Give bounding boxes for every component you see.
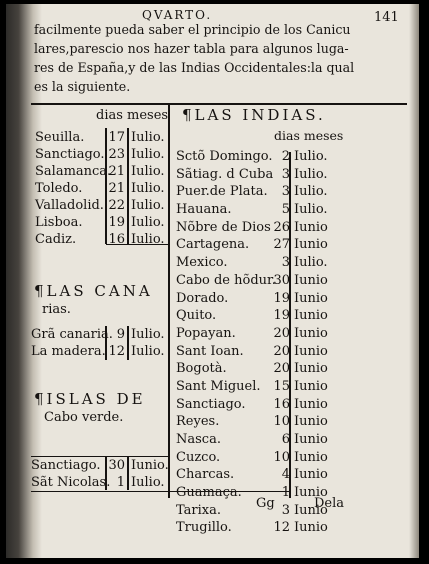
place-name: Cuzco. (176, 449, 221, 465)
month-value: Iunio (294, 361, 328, 377)
day-value: 3 (281, 502, 290, 518)
place-name: Guamaça. (176, 485, 242, 501)
day-value: 1 (116, 475, 125, 490)
day-value: 26 (273, 219, 290, 235)
place-name: Cadiz. (35, 232, 77, 247)
place-name: Grã canaria. (31, 327, 113, 342)
page-edge (409, 4, 419, 558)
page-number: 141 (374, 10, 399, 25)
month-value: Iulio. (131, 215, 165, 230)
place-name: Sctõ Domingo. (176, 149, 273, 164)
month-value: Iunio (294, 343, 328, 359)
month-value: Iulio. (131, 130, 165, 145)
table-top-rule (31, 103, 407, 105)
place-name: Sant Ioan. (176, 343, 244, 359)
month-value: Iunio (294, 308, 328, 324)
day-value: 21 (108, 164, 125, 179)
place-name: Charcas. (176, 467, 235, 483)
day-value: 12 (273, 520, 290, 536)
place-name: Mexico. (176, 255, 228, 271)
day-value: 20 (273, 325, 290, 341)
intro-line: es la siguiente. (34, 79, 131, 94)
day-value: 30 (273, 272, 290, 288)
month-value: Iulio. (131, 198, 165, 213)
day-value: 21 (108, 181, 125, 196)
place-name: Reyes. (176, 414, 220, 430)
day-value: 15 (273, 378, 290, 394)
place-name: La madera. (31, 344, 106, 359)
day-value: 19 (108, 215, 125, 230)
place-name: Sanctiago. (176, 396, 246, 412)
month-value: Iunio (294, 219, 328, 235)
day-value: 1 (281, 485, 290, 501)
month-value: Iulio. (294, 149, 328, 164)
spain-month-rule (127, 128, 129, 244)
month-value: Iulio. (131, 181, 165, 196)
running-head: QVARTO. (142, 8, 213, 22)
place-name: Trugillo. (176, 520, 232, 536)
day-value: 6 (281, 432, 290, 447)
month-value: Iunio (294, 396, 328, 412)
signature-mark: Gg (256, 496, 275, 511)
table-bottom-rule (31, 491, 291, 492)
day-value: 27 (273, 237, 290, 253)
day-value: 10 (273, 449, 290, 465)
month-value: Iunio. (131, 458, 169, 473)
place-name: Dorado. (176, 290, 229, 306)
day-value: 4 (281, 467, 290, 483)
month-value: Iulio. (131, 344, 165, 359)
indias-column-header: dias meses (274, 128, 344, 143)
day-value: 9 (116, 327, 125, 342)
place-name: Puer.de Plata. (176, 184, 268, 200)
month-value: Iulio. (294, 202, 328, 218)
day-value: 2 (281, 149, 290, 164)
place-name: Salamanca. (35, 164, 112, 179)
place-name: Sant Miguel. (176, 378, 261, 394)
caboverde-month-rule (127, 456, 129, 490)
place-name: Cartagena. (176, 237, 250, 253)
day-value: 19 (273, 290, 290, 306)
day-value: 23 (108, 147, 125, 162)
day-value: 22 (108, 198, 125, 213)
catchword: Dela (314, 496, 345, 511)
day-value: 3 (281, 255, 290, 271)
day-value: 3 (281, 184, 290, 200)
month-value: Iunio (294, 485, 328, 501)
place-name: Toledo. (35, 181, 83, 196)
day-value: 5 (281, 202, 290, 218)
place-name: Quito. (176, 308, 217, 324)
day-value: 3 (281, 166, 290, 182)
caboverde-heading: ¶ISLAS DE (34, 390, 146, 408)
place-name: Bogotà. (176, 361, 227, 377)
place-name: Nasca. (176, 432, 221, 447)
place-name: Sanctiago. (35, 147, 105, 162)
place-name: Nõbre de Dios (176, 219, 271, 235)
month-value: Iulio. (131, 327, 165, 342)
place-name: Sãt Nicolas. (31, 475, 111, 490)
place-name: Valladolid. (35, 198, 104, 213)
day-value: 20 (273, 343, 290, 359)
intro-line: lares,parescio nos hazer tabla para algunos luga- (34, 41, 349, 56)
month-value: Iulio. (294, 184, 328, 200)
month-value: Iulio. (131, 147, 165, 162)
month-value: Iunio (294, 502, 328, 518)
place-name: Tarixa. (176, 502, 221, 518)
month-value: Iulio. (131, 475, 165, 490)
month-value: Iunio (294, 237, 328, 253)
month-value: Iunio (294, 414, 328, 430)
month-value: Iunio (294, 520, 328, 536)
month-value: Iunio (294, 272, 328, 288)
month-value: Iunio (294, 325, 328, 341)
month-value: Iunio (294, 432, 328, 447)
canarias-heading: ¶LAS CANA (34, 282, 153, 300)
place-name: Popayan. (176, 325, 236, 341)
intro-line: facilmente pueda saber el principio de los Canicu (34, 22, 351, 37)
intro-paragraph (34, 20, 404, 96)
canarias-month-rule (127, 326, 129, 360)
spain-column-header: dias meses (96, 108, 169, 123)
place-name: Sanctiago. (31, 458, 101, 473)
month-value: Iulio. (294, 255, 328, 271)
place-name: Sãtiag. d Cuba (176, 166, 274, 182)
day-value: 16 (273, 396, 290, 412)
month-value: Iunio (294, 290, 328, 306)
intro-line: res de España,y de las Indias Occidentales:la qual (34, 60, 355, 75)
column-divider (168, 103, 170, 498)
caboverde-subheading: Cabo verde. (44, 410, 124, 425)
month-value: Iulio. (131, 164, 165, 179)
day-value: 20 (273, 361, 290, 377)
day-value: 12 (108, 344, 125, 359)
place-name: Lisboa. (35, 215, 83, 230)
place-name: Cabo de hõdur. (176, 272, 276, 288)
month-value: Iulio. (294, 166, 328, 182)
canarias-subheading: rias. (42, 302, 71, 317)
place-name: Hauana. (176, 202, 232, 218)
book-page (6, 4, 419, 558)
day-value: 16 (108, 232, 125, 247)
indias-heading: ¶LAS INDIAS. (182, 106, 326, 124)
month-value: Iunio (294, 378, 328, 394)
month-value: Iulio. (131, 232, 165, 247)
month-value: Iunio (294, 449, 328, 465)
place-name: Seuilla. (35, 130, 85, 145)
day-value: 30 (108, 458, 125, 473)
day-value: 17 (108, 130, 125, 145)
month-value: Iunio (294, 467, 328, 483)
day-value: 10 (273, 414, 290, 430)
day-value: 19 (273, 308, 290, 324)
